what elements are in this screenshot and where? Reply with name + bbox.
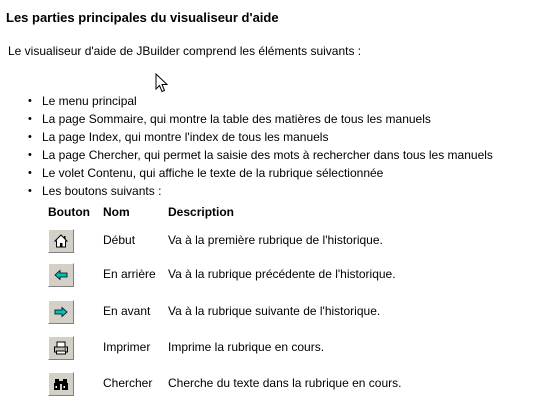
list-item (28, 110, 493, 128)
search-button[interactable] (48, 372, 74, 396)
list-item-text: Le volet Contenu, qui affiche le texte de la rubrique sélectionnée (42, 166, 384, 180)
column-header-nom: Nom (103, 205, 130, 219)
cell-description: Cherche du texte dans la rubrique en cours. (168, 376, 402, 390)
list-item-text: La page Index, qui montre l'index de tous les manuels (42, 130, 329, 144)
forward-arrow-icon (53, 304, 69, 320)
table-row (0, 263, 545, 299)
bullet-marker: • (28, 149, 32, 161)
list-item-text: La page Chercher, qui permet la saisie des mots à rechercher dans tous les manuels (42, 148, 493, 162)
table-row (0, 336, 545, 372)
cell-description: Va à la première rubrique de l'historique. (168, 233, 383, 247)
home-icon (53, 233, 69, 249)
cell-nom: Chercher (103, 376, 153, 390)
feature-list (28, 92, 493, 200)
cell-description: Va à la rubrique suivante de l'historique. (168, 304, 381, 318)
table-row (0, 229, 545, 265)
forward-button[interactable] (48, 300, 74, 324)
list-item (28, 164, 493, 182)
back-button[interactable] (48, 263, 74, 287)
list-item (28, 128, 493, 146)
cell-nom: En arrière (103, 267, 156, 281)
table-row (0, 372, 545, 408)
print-button[interactable] (48, 336, 74, 360)
cell-description: Imprime la rubrique en cours. (168, 340, 325, 354)
bullet-marker: • (28, 167, 32, 179)
printer-icon (53, 340, 69, 356)
back-arrow-icon (53, 267, 69, 283)
cell-description: Va à la rubrique précédente de l'historique. (168, 267, 396, 281)
list-item-text: Le menu principal (42, 94, 137, 108)
list-item-text: La page Sommaire, qui montre la table des matières de tous les manuels (42, 112, 431, 126)
bullet-marker: • (28, 131, 32, 143)
bullet-marker: • (28, 95, 32, 107)
list-item-text: Les boutons suivants : (42, 184, 162, 198)
mouse-pointer-icon (155, 73, 169, 93)
bullet-marker: • (28, 113, 32, 125)
list-item (28, 92, 493, 110)
list-item (28, 182, 493, 200)
bullet-marker: • (28, 185, 32, 197)
binoculars-icon (53, 376, 69, 392)
page-title: Les parties principales du visualiseur d'aide (6, 10, 279, 25)
table-row (0, 300, 545, 336)
cell-nom: Début (103, 233, 136, 247)
cell-nom: En avant (103, 304, 151, 318)
home-button[interactable] (48, 229, 74, 253)
column-header-bouton: Bouton (48, 205, 90, 219)
list-item (28, 146, 493, 164)
column-header-description: Description (168, 205, 235, 219)
cell-nom: Imprimer (103, 340, 151, 354)
intro-text: Le visualiseur d'aide de JBuilder comprend les éléments suivants : (8, 44, 362, 58)
